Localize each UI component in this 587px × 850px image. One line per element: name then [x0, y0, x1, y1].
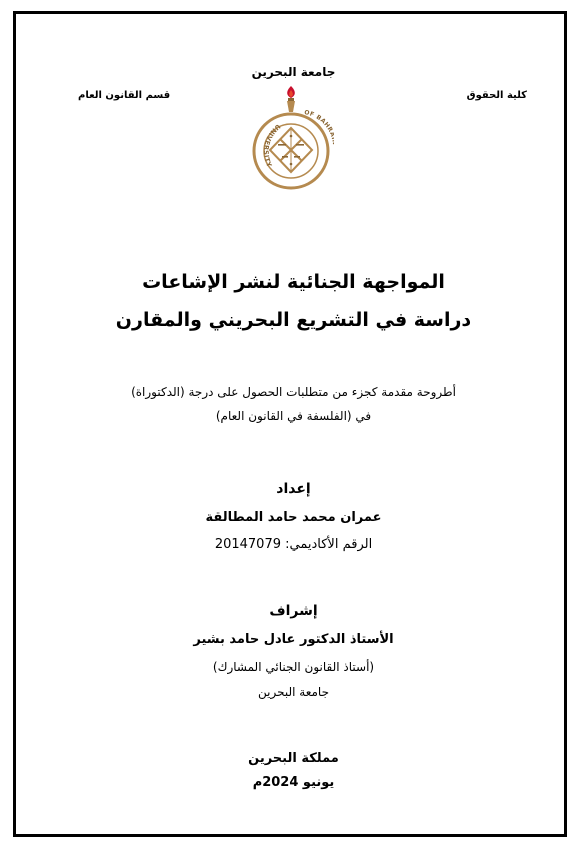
department-name: قسم القانون العام [78, 90, 171, 101]
academic-id-value: 20147079 [214, 537, 281, 552]
thesis-description-line2: في (الفلسفة في القانون العام) [215, 409, 372, 423]
main-title-line1: المواجهة الجنائية لنشر الإشاعات [142, 271, 445, 293]
torch-icon [287, 86, 295, 112]
academic-id-label: الرقم الأكاديمي: [285, 537, 373, 552]
thesis-description-line1: أطروحة مقدمة كجزء من متطلبات الحصول على درجة (الدكتوراة) [131, 385, 456, 399]
prepared-by-label: إعداد [276, 481, 311, 497]
university-seal [248, 84, 334, 192]
submission-date: يونيو 2024م [252, 775, 335, 790]
supervisor-name: الأستاذ الدكتور عادل حامد بشير [193, 632, 394, 647]
faculty-name: كلية الحقوق [466, 90, 527, 101]
country-name: مملكة البحرين [248, 751, 339, 766]
author-name: عمران محمد حامد المطالقة [205, 510, 382, 525]
supervisor-university: جامعة البحرين [258, 685, 329, 699]
academic-id [0, 538, 587, 551]
university-title: جامعة البحرين [251, 65, 336, 79]
seal-ring-text-top: UNIVERSITY [261, 122, 282, 169]
supervision-label: إشراف [269, 603, 318, 619]
main-title-line2: دراسة في التشريع البحريني والمقارن [115, 309, 472, 331]
supervisor-title: (أستاذ القانون الجنائي المشارك) [212, 660, 375, 674]
university-seal-graphic [248, 84, 334, 192]
seal-ring-text-bottom: OF BAHR [303, 109, 334, 134]
